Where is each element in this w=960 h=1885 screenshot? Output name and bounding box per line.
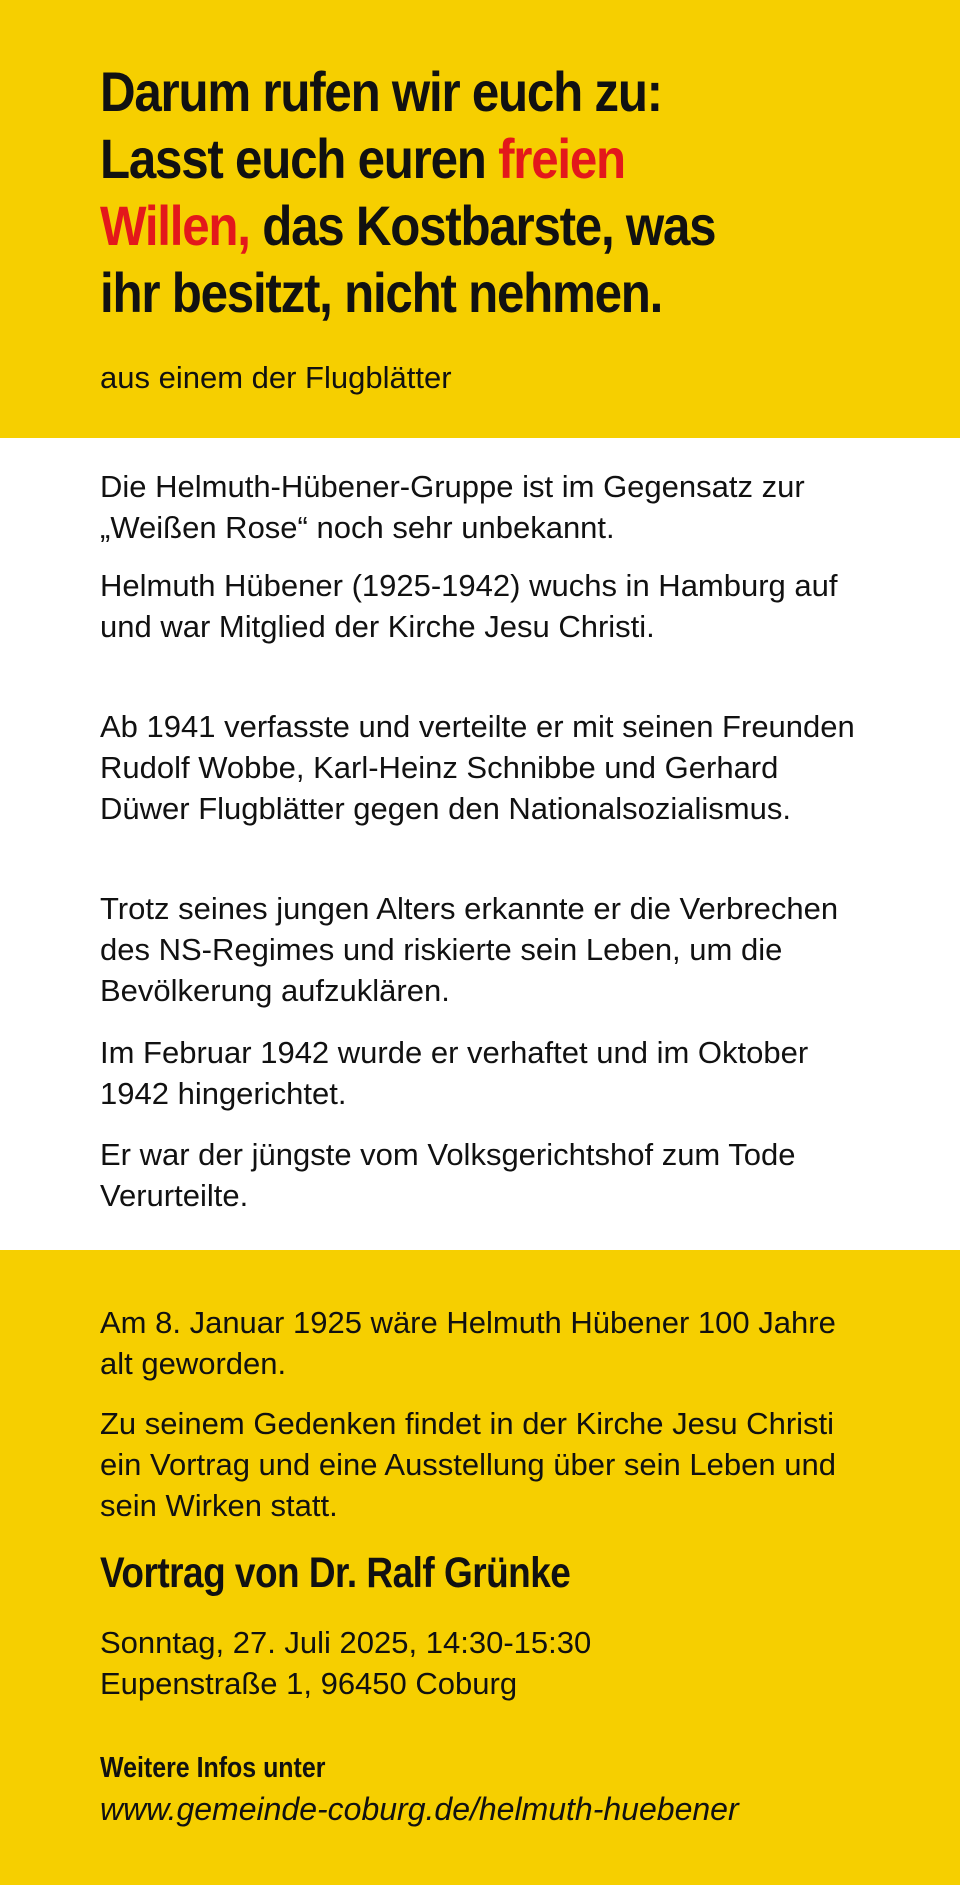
paragraph-memorial: Zu seinem Gedenken findet in der Kirche Jesu Christi ein Vortrag und eine Ausstellung über sein Leben und sein Wirken statt.	[100, 1406, 836, 1523]
top-banner	[0, 0, 960, 438]
headline-line-2: Lasst euch euren	[100, 127, 499, 190]
paragraph-group-intro: Die Helmuth-Hübener-Gruppe ist im Gegensatz zur „Weißen Rose“ noch sehr unbekannt.	[100, 469, 805, 545]
headline-line-3: das Kostbarste, was	[249, 194, 716, 257]
more-info-link[interactable]: www.gemeinde-coburg.de/helmuth-huebener	[100, 1791, 739, 1827]
headline-highlight-willen: Willen,	[100, 194, 250, 257]
paragraph-leaflets: Ab 1941 verfasste und verteilte er mit seinen Freunden Rudolf Wobbe, Karl-Heinz Schnibbe und Gerhard Düwer Flugblätter gegen den Nationalsozialismus.	[100, 709, 855, 826]
headline-highlight-freien: freien	[498, 127, 625, 190]
paragraph-arrest: Im Februar 1942 wurde er verhaftet und im Oktober 1942 hingerichtet.	[100, 1035, 809, 1111]
paragraph-courage: Trotz seines jungen Alters erkannte er die Verbrechen des NS-Regimes und riskierte sein Leben, um die Bevölkerung aufzuklären.	[100, 891, 839, 1008]
more-info-label: Weitere Infos unter	[100, 1752, 326, 1784]
headline-line-1: Darum rufen wir euch zu:	[100, 60, 662, 123]
event-address: Eupenstraße 1, 96450 Coburg	[100, 1666, 518, 1701]
headline-line-4: ihr besitzt, nicht nehmen.	[100, 261, 663, 324]
paragraph-verdict: Er war der jüngste vom Volksgerichtshof zum Tode Verurteilte.	[100, 1137, 796, 1213]
event-date: Sonntag, 27. Juli 2025, 14:30-15:30	[100, 1625, 592, 1660]
paragraph-anniversary: Am 8. Januar 1925 wäre Helmuth Hübener 100 Jahre alt geworden.	[100, 1305, 836, 1381]
quote-source: aus einem der Flugblätter	[100, 360, 452, 395]
paragraph-biography: Helmuth Hübener (1925-1942) wuchs in Hamburg auf und war Mitglied der Kirche Jesu Christi.	[100, 568, 838, 644]
lecture-title: Vortrag von Dr. Ralf Grünke	[100, 1549, 571, 1597]
history-section	[0, 438, 960, 1250]
headline-quote	[100, 58, 822, 326]
